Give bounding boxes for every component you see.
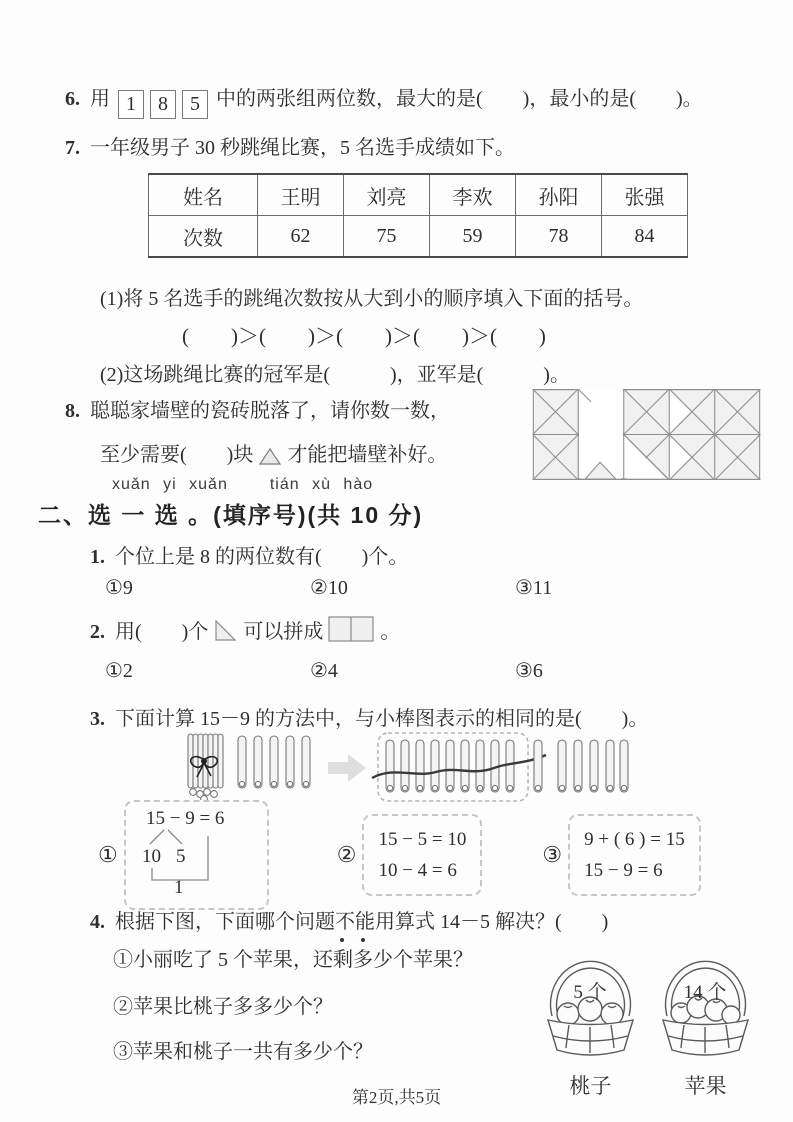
basket-count: 14 个 [683,982,727,1003]
choice-4-emphasized: 不能 [335,911,375,933]
question-7-text: 一年级男子 30 秒跳绳比赛，5 名选手成绩如下。 [90,137,515,159]
counting-sticks-figure [180,730,630,806]
equation-line: 9 + ( 6 ) = 15 [584,829,685,850]
equation-top: 15 − 9 = 6 [145,808,225,829]
remaining-sticks [534,740,628,792]
pinyin-part1: xuǎn yi xuǎn [112,476,228,493]
question-6-pre: 用 [90,88,110,110]
choice-2-number: 2. [90,621,105,643]
number-card-1: 1 [118,90,144,119]
table-cell: 李欢 [430,174,516,216]
table-row [149,174,688,216]
apple-basket [653,940,758,1100]
table-cell: 75 [344,216,430,258]
choice-2-text1: 用( )个 [115,621,209,643]
choice-4-option-2: ②苹果比桃子多多少个？ [113,996,333,1018]
choice-3-text: 下面计算 15－9 的方法中，与小棒图表示的相同的是( )。 [115,708,649,730]
table-cell: 84 [602,216,688,258]
single-sticks-left [238,736,310,788]
question-8-line1 [65,394,450,423]
table-cell: 59 [430,216,516,258]
rectangle-icon [328,616,375,643]
branch-left: 10 [141,846,161,867]
table-cell: 张强 [602,174,688,216]
basket-label: 苹果 [684,1074,727,1098]
choice-2 [90,615,400,644]
cross-out-wavy-line [372,755,546,778]
right-triangle-icon [213,618,238,643]
equation-line: 10 − 4 = 6 [378,860,457,881]
question-7-sub2: (2)这场跳绳比赛的冠军是( )，亚军是( )。 [100,364,570,386]
score-table [148,173,688,258]
question-7-number: 7. [65,137,80,159]
question-8-number: 8. [65,400,80,422]
choice-4 [90,905,608,934]
choice-1 [90,540,408,569]
option-3 [542,814,700,896]
baskets-figure [538,940,758,1100]
question-7 [65,131,515,160]
option-2: ②10 [310,577,348,599]
number-card-5: 5 [182,90,208,119]
branch-result: 1 [173,877,184,894]
choice-3-number: 3. [90,708,105,730]
choice-4-text1: 根据下图，下面哪个问题 [115,911,335,933]
equation-line: 15 − 5 = 10 [378,829,467,850]
branch-right: 5 [175,846,186,867]
option-1-label: ① [98,842,118,867]
choice-2-text3: 。 [380,621,401,643]
choice-4-text2: 用算式 14－5 解决？( ) [375,911,609,933]
table-row [149,216,688,258]
option-1: ①2 [105,660,133,682]
pinyin-part2: tián xù hào [269,476,374,493]
question-8-text2: 至少需要( )块 [100,444,254,466]
tile-wall-figure [528,389,765,480]
basket-count: 5 个 [573,982,607,1003]
question-8-text1: 聪聪家墙壁的瓷砖脱落了，请你数一数， [90,400,450,422]
option-2: ②4 [310,660,338,682]
arrow-icon [328,754,366,782]
table-cell: 次数 [149,216,258,258]
stick-bundle [188,734,223,802]
choice-3-options [98,800,701,910]
table-cell: 王明 [258,174,344,216]
question-8-text3: 才能把墙壁补好。 [287,444,448,466]
question-8-line2 [100,438,447,467]
option-1: ①9 [105,577,133,599]
table-cell: 78 [516,216,602,258]
question-7-fill-line: ( )＞( )＞( )＞( )＞( ) [182,324,546,348]
option-3: ③11 [515,577,553,599]
table-cell: 孙阳 [516,174,602,216]
option-2 [337,814,483,896]
choice-4-option-1: ①小丽吃了 5 个苹果，还剩多少个苹果？ [113,949,473,971]
option-1 [98,800,269,910]
choice-2-text2: 可以拼成 [243,621,324,643]
choice-2-options [105,658,720,683]
choice-4-number: 4. [90,911,105,933]
question-6 [65,82,703,119]
question-6-text: 中的两张组两位数，最大的是( )，最小的是( )。 [216,88,703,110]
table-cell: 刘亮 [344,174,430,216]
choice-1-number: 1. [90,546,105,568]
equation-box [362,814,482,896]
equation-box [568,814,701,896]
choice-1-options [105,575,720,600]
number-card-8: 8 [150,90,176,119]
page-footer: 第2页,共5页 [351,1088,442,1107]
decomposition-box [124,800,269,910]
option-3: ③6 [515,660,543,682]
question-7-sub1: (1)将 5 名选手的跳绳次数按从大到小的顺序填入下面的括号。 [100,288,644,310]
peach-basket [538,940,643,1100]
basket-drawing [538,940,643,1062]
triangle-icon [258,447,282,466]
choice-1-text: 个位上是 8 的两位数有( )个。 [115,546,409,568]
option-2-label: ② [336,842,357,867]
equation-line: 15 − 9 = 6 [584,860,663,881]
decomposition-diagram [134,806,259,894]
section-pinyin [112,476,373,494]
section-title: 二、选 一 选 。(填序号)(共 10 分) [38,502,424,528]
choice-3 [90,702,648,731]
option-3-label: ③ [542,842,563,867]
table-cell: 62 [258,216,344,258]
basket-label: 桃子 [569,1074,612,1098]
table-cell: 姓名 [149,174,258,216]
question-6-number: 6. [65,88,80,110]
choice-4-option-3: ③苹果和桃子一共有多少个？ [113,1041,373,1063]
crossed-sticks [386,740,514,792]
basket-drawing [653,940,758,1062]
